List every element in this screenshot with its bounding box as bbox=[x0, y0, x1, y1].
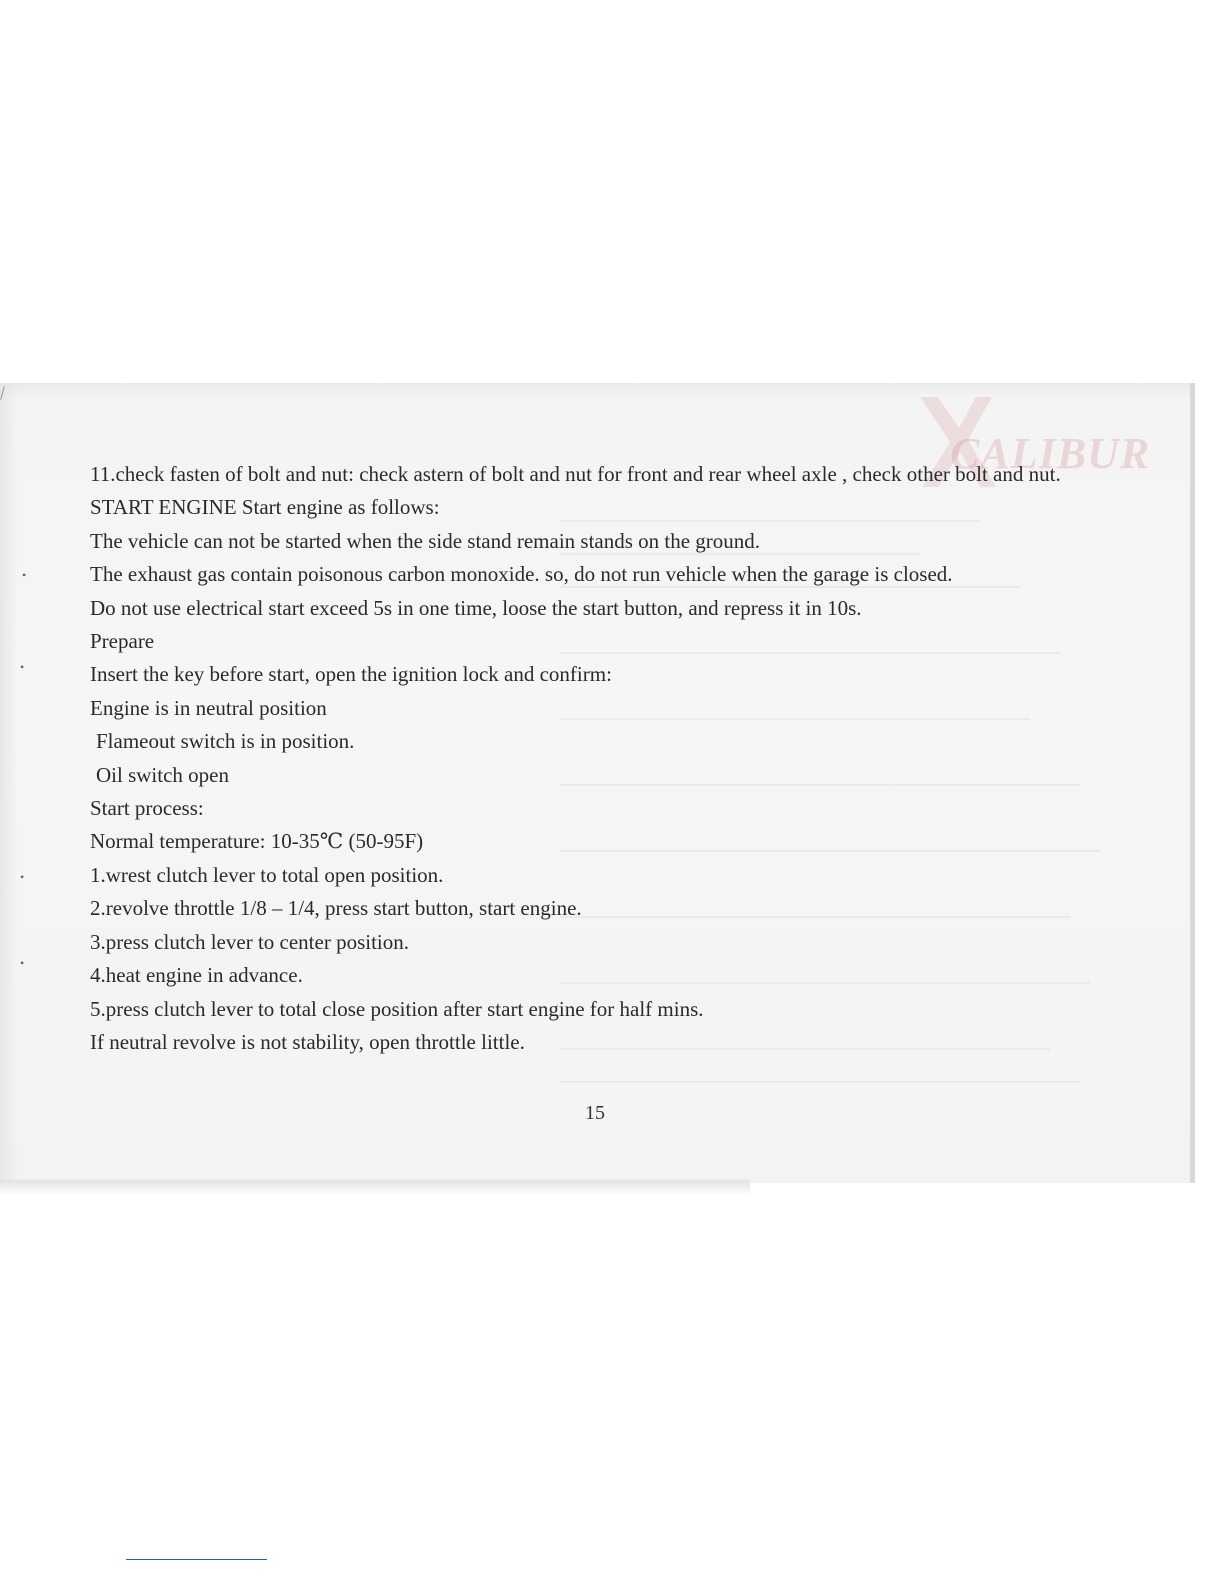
page-bottom-shadow bbox=[0, 1180, 750, 1196]
text-line-step-5: 5.press clutch lever to total close position after start engine for half mins. bbox=[90, 996, 704, 1021]
text-line-oil-switch: Oil switch open bbox=[96, 762, 229, 787]
underline-mark bbox=[126, 1559, 267, 1560]
text-line-step-1: 1.wrest clutch lever to total open position. bbox=[90, 862, 444, 887]
watermark-text: CALIBUR bbox=[950, 429, 1151, 478]
manual-body-text bbox=[90, 458, 1120, 1059]
page-left-edge bbox=[0, 383, 18, 1183]
page-number: 15 bbox=[585, 1102, 605, 1124]
text-line-electrical-start-warning: Do not use electrical start exceed 5s in one time, loose the start button, and repress it in 10s. bbox=[90, 595, 862, 620]
text-line-neutral-position: Engine is in neutral position bbox=[90, 695, 327, 720]
bleed-line bbox=[560, 1081, 1080, 1083]
text-line-normal-temperature: Normal temperature: 10-35℃ (50-95F) bbox=[90, 829, 424, 854]
text-line-step-2: 2.revolve throttle 1/8 – 1/4, press start button, start engine. bbox=[90, 896, 582, 921]
margin-mark: • bbox=[20, 660, 25, 674]
margin-mark: • bbox=[22, 568, 27, 582]
text-line-step-3: 3.press clutch lever to center position. bbox=[90, 929, 409, 954]
text-line-start-engine-heading: START ENGINE Start engine as follows: bbox=[90, 495, 440, 520]
text-line-flameout-switch: Flameout switch is in position. bbox=[96, 729, 355, 754]
margin-mark: • bbox=[20, 956, 25, 970]
text-line-start-process-heading: Start process: bbox=[90, 796, 204, 821]
text-line-neutral-revolve: If neutral revolve is not stability, open throttle little. bbox=[90, 1029, 525, 1054]
text-line-side-stand-warning: The vehicle can not be started when the side stand remain stands on the ground. bbox=[90, 528, 761, 553]
text-line-step-4: 4.heat engine in advance. bbox=[90, 963, 303, 988]
text-line-exhaust-warning: The exhaust gas contain poisonous carbon monoxide. so, do not run vehicle when the garage is closed. bbox=[90, 562, 953, 587]
margin-mark: • bbox=[20, 870, 25, 884]
text-line-bolt-check: 11.check fasten of bolt and nut: check astern of bolt and nut for front and rear wheel axle , check other bolt and nut. bbox=[90, 462, 1061, 486]
text-line-insert-key: Insert the key before start, open the ignition lock and confirm: bbox=[90, 662, 612, 687]
text-line-prepare-heading: Prepare bbox=[90, 629, 155, 654]
